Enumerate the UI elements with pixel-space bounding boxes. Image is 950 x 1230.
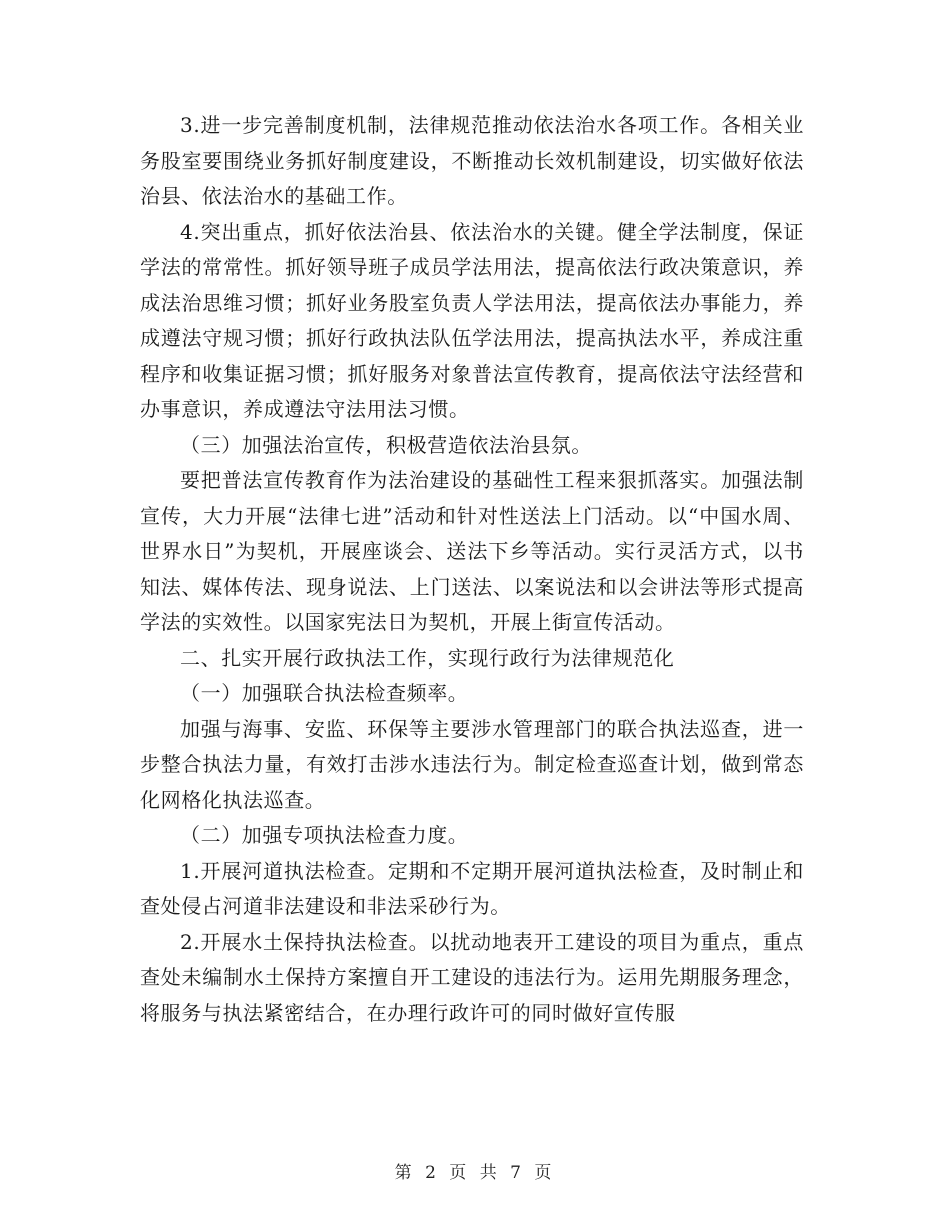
section-heading-administrative-enforcement: 二、扎实开展行政执法工作，实现行政行为法律规范化 <box>180 645 675 670</box>
document-body <box>140 108 804 1031</box>
subsection-heading-joint-inspection: （一）加强联合执法检查频率。 <box>180 681 469 705</box>
paragraph-legal-education: 要把普法宣传教育作为法治建设的基础性工程来狠抓落实。加强法制宣传，大力开展“法律七进”活动和针对性送法上门活动。以“中国水周、世界水日”为契机，开展座谈会、送法下乡等活动。实行灵活方式，以书知法、媒体传法、现身说法、上门送法、以案说法和以会讲法等形式提高学法的实效性。以国家宪法日为契机，开展上街宣传活动。 <box>140 468 804 634</box>
section-heading-legal-publicity: （三）加强法治宣传，积极营造依法治县氛。 <box>180 432 592 457</box>
paragraph-improve-institutions: 3.进一步完善制度机制，法律规范推动依法治水各项工作。各相关业务股室要围绕业务抓好制度建设，不断推动长效机制建设，切实做好依法治县、依法治水的基础工作。 <box>140 113 804 208</box>
paragraph-river-inspection: 1.开展河道执法检查。定期和不定期开展河道执法检查，及时制止和查处侵占河道非法建设和非法采砂行为。 <box>140 858 804 918</box>
page-number-footer: 第 2 页 共 7 页 <box>394 1163 556 1183</box>
paragraph-key-priorities: 4.突出重点，抓好依法治县、依法治水的关键。健全学法制度，保证学法的常常性。抓好领导班子成员学法用法，提高依法行政决策意识，养成法治思维习惯；抓好业务股室负责人学法用法，提高依法办事能力，养成遵法守规习惯；抓好行政执法队伍学法用法，提高执法水平，养成注重程序和收集证据习惯；抓好服务对象普法宣传教育，提高依法守法经营和办事意识，养成遵法守法用法习惯。 <box>140 219 804 421</box>
paragraph-soil-conservation: 2.开展水土保持执法检查。以扰动地表开工建设的项目为重点，重点查处未编制水土保持方案擅自开工建设的违法行为。运用先期服务理念，将服务与执法紧密结合，在办理行政许可的同时做好宣传服 <box>140 929 804 1025</box>
paragraph-joint-inspection: 加强与海事、安监、环保等主要涉水管理部门的联合执法巡查，进一步整合执法力量，有效打击涉水违法行为。制定检查巡查计划，做到常态化网格化执法巡查。 <box>140 716 804 812</box>
subsection-heading-special-inspection: （二）加强专项执法检查力度。 <box>180 823 469 847</box>
